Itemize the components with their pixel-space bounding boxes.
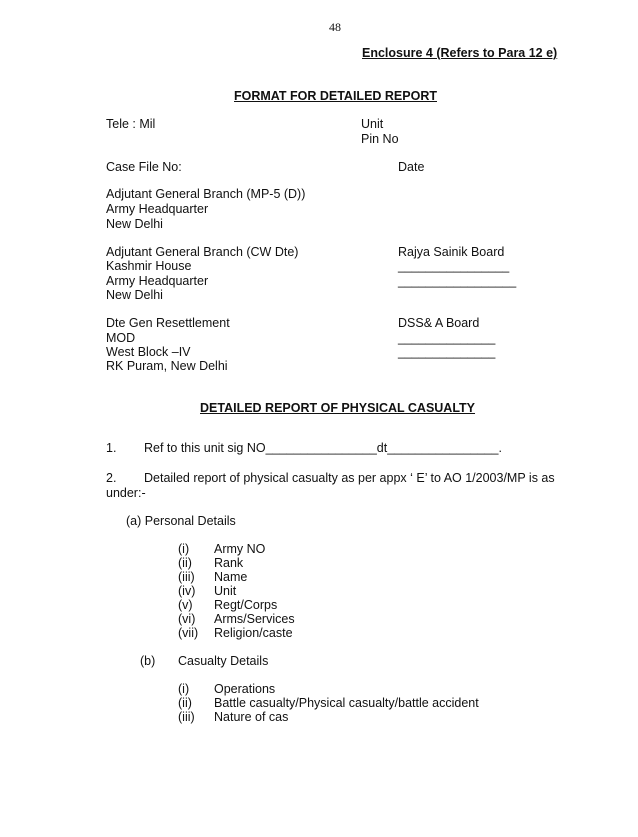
para-1-number: 1. — [106, 441, 117, 455]
item-label: Arms/Services — [214, 612, 295, 626]
item-number: (iv) — [178, 584, 196, 598]
address-blank-line: ______________ — [398, 345, 496, 359]
item-number: (i) — [178, 542, 190, 556]
case-file-field: Case File No: — [106, 160, 182, 174]
item-number: (ii) — [178, 696, 192, 710]
page-number: 48 — [329, 20, 341, 34]
address-line: Army Headquarter — [106, 274, 209, 288]
item-number: (v) — [178, 598, 193, 612]
address-line: Dte Gen Resettlement — [106, 316, 230, 330]
item-number: (vi) — [178, 612, 196, 626]
report-title: DETAILED REPORT OF PHYSICAL CASUALTY — [200, 401, 476, 415]
enclosure-reference: Enclosure 4 (Refers to Para 12 e) — [362, 46, 558, 60]
item-label: Regt/Corps — [214, 598, 278, 612]
item-number: (iii) — [178, 710, 195, 724]
address-line: Adjutant General Branch (CW Dte) — [106, 245, 299, 259]
item-number: (ii) — [178, 556, 192, 570]
tele-field: Tele : Mil — [106, 117, 156, 131]
address-line: Army Headquarter — [106, 202, 209, 216]
address-line: Rajya Sainik Board — [398, 245, 505, 259]
address-line: DSS& A Board — [398, 316, 480, 330]
date-field: Date — [398, 160, 425, 174]
item-label: Religion/caste — [214, 626, 293, 640]
casualty-details-heading: Casualty Details — [178, 654, 269, 668]
address-line: New Delhi — [106, 288, 163, 302]
item-number: (i) — [178, 682, 190, 696]
personal-details-heading: (a) Personal Details — [126, 514, 236, 528]
item-label: Rank — [214, 556, 244, 570]
item-label: Battle casualty/Physical casualty/battle accident — [214, 696, 479, 710]
item-label: Name — [214, 570, 248, 584]
unit-field: Unit — [361, 117, 384, 131]
address-line: West Block –IV — [106, 345, 191, 359]
address-line: New Delhi — [106, 217, 163, 231]
address-blank-line: ________________ — [398, 259, 510, 273]
address-line: MOD — [106, 331, 136, 345]
address-blank-line: _________________ — [398, 274, 517, 288]
para-2-text: Detailed report of physical casualty as per appx ‘ E’ to AO 1/2003/MP is as — [144, 471, 555, 485]
item-label: Army NO — [214, 542, 266, 556]
para-2-text-cont: under:- — [106, 486, 146, 500]
pin-no-field: Pin No — [361, 132, 399, 146]
address-line: RK Puram, New Delhi — [106, 359, 228, 373]
para-1-text: Ref to this unit sig NO________________dt________________. — [144, 441, 502, 455]
address-blank-line: ______________ — [398, 331, 496, 345]
item-label: Operations — [214, 682, 276, 696]
item-label: Nature of cas — [214, 710, 289, 724]
para-2-number: 2. — [106, 471, 117, 485]
address-line: Adjutant General Branch (MP-5 (D)) — [106, 187, 306, 201]
item-number: (iii) — [178, 570, 195, 584]
item-label: Unit — [214, 584, 237, 598]
item-number: (vii) — [178, 626, 199, 640]
address-line: Kashmir House — [106, 259, 192, 273]
document-title: FORMAT FOR DETAILED REPORT — [234, 89, 437, 103]
casualty-details-letter: (b) — [140, 654, 156, 668]
